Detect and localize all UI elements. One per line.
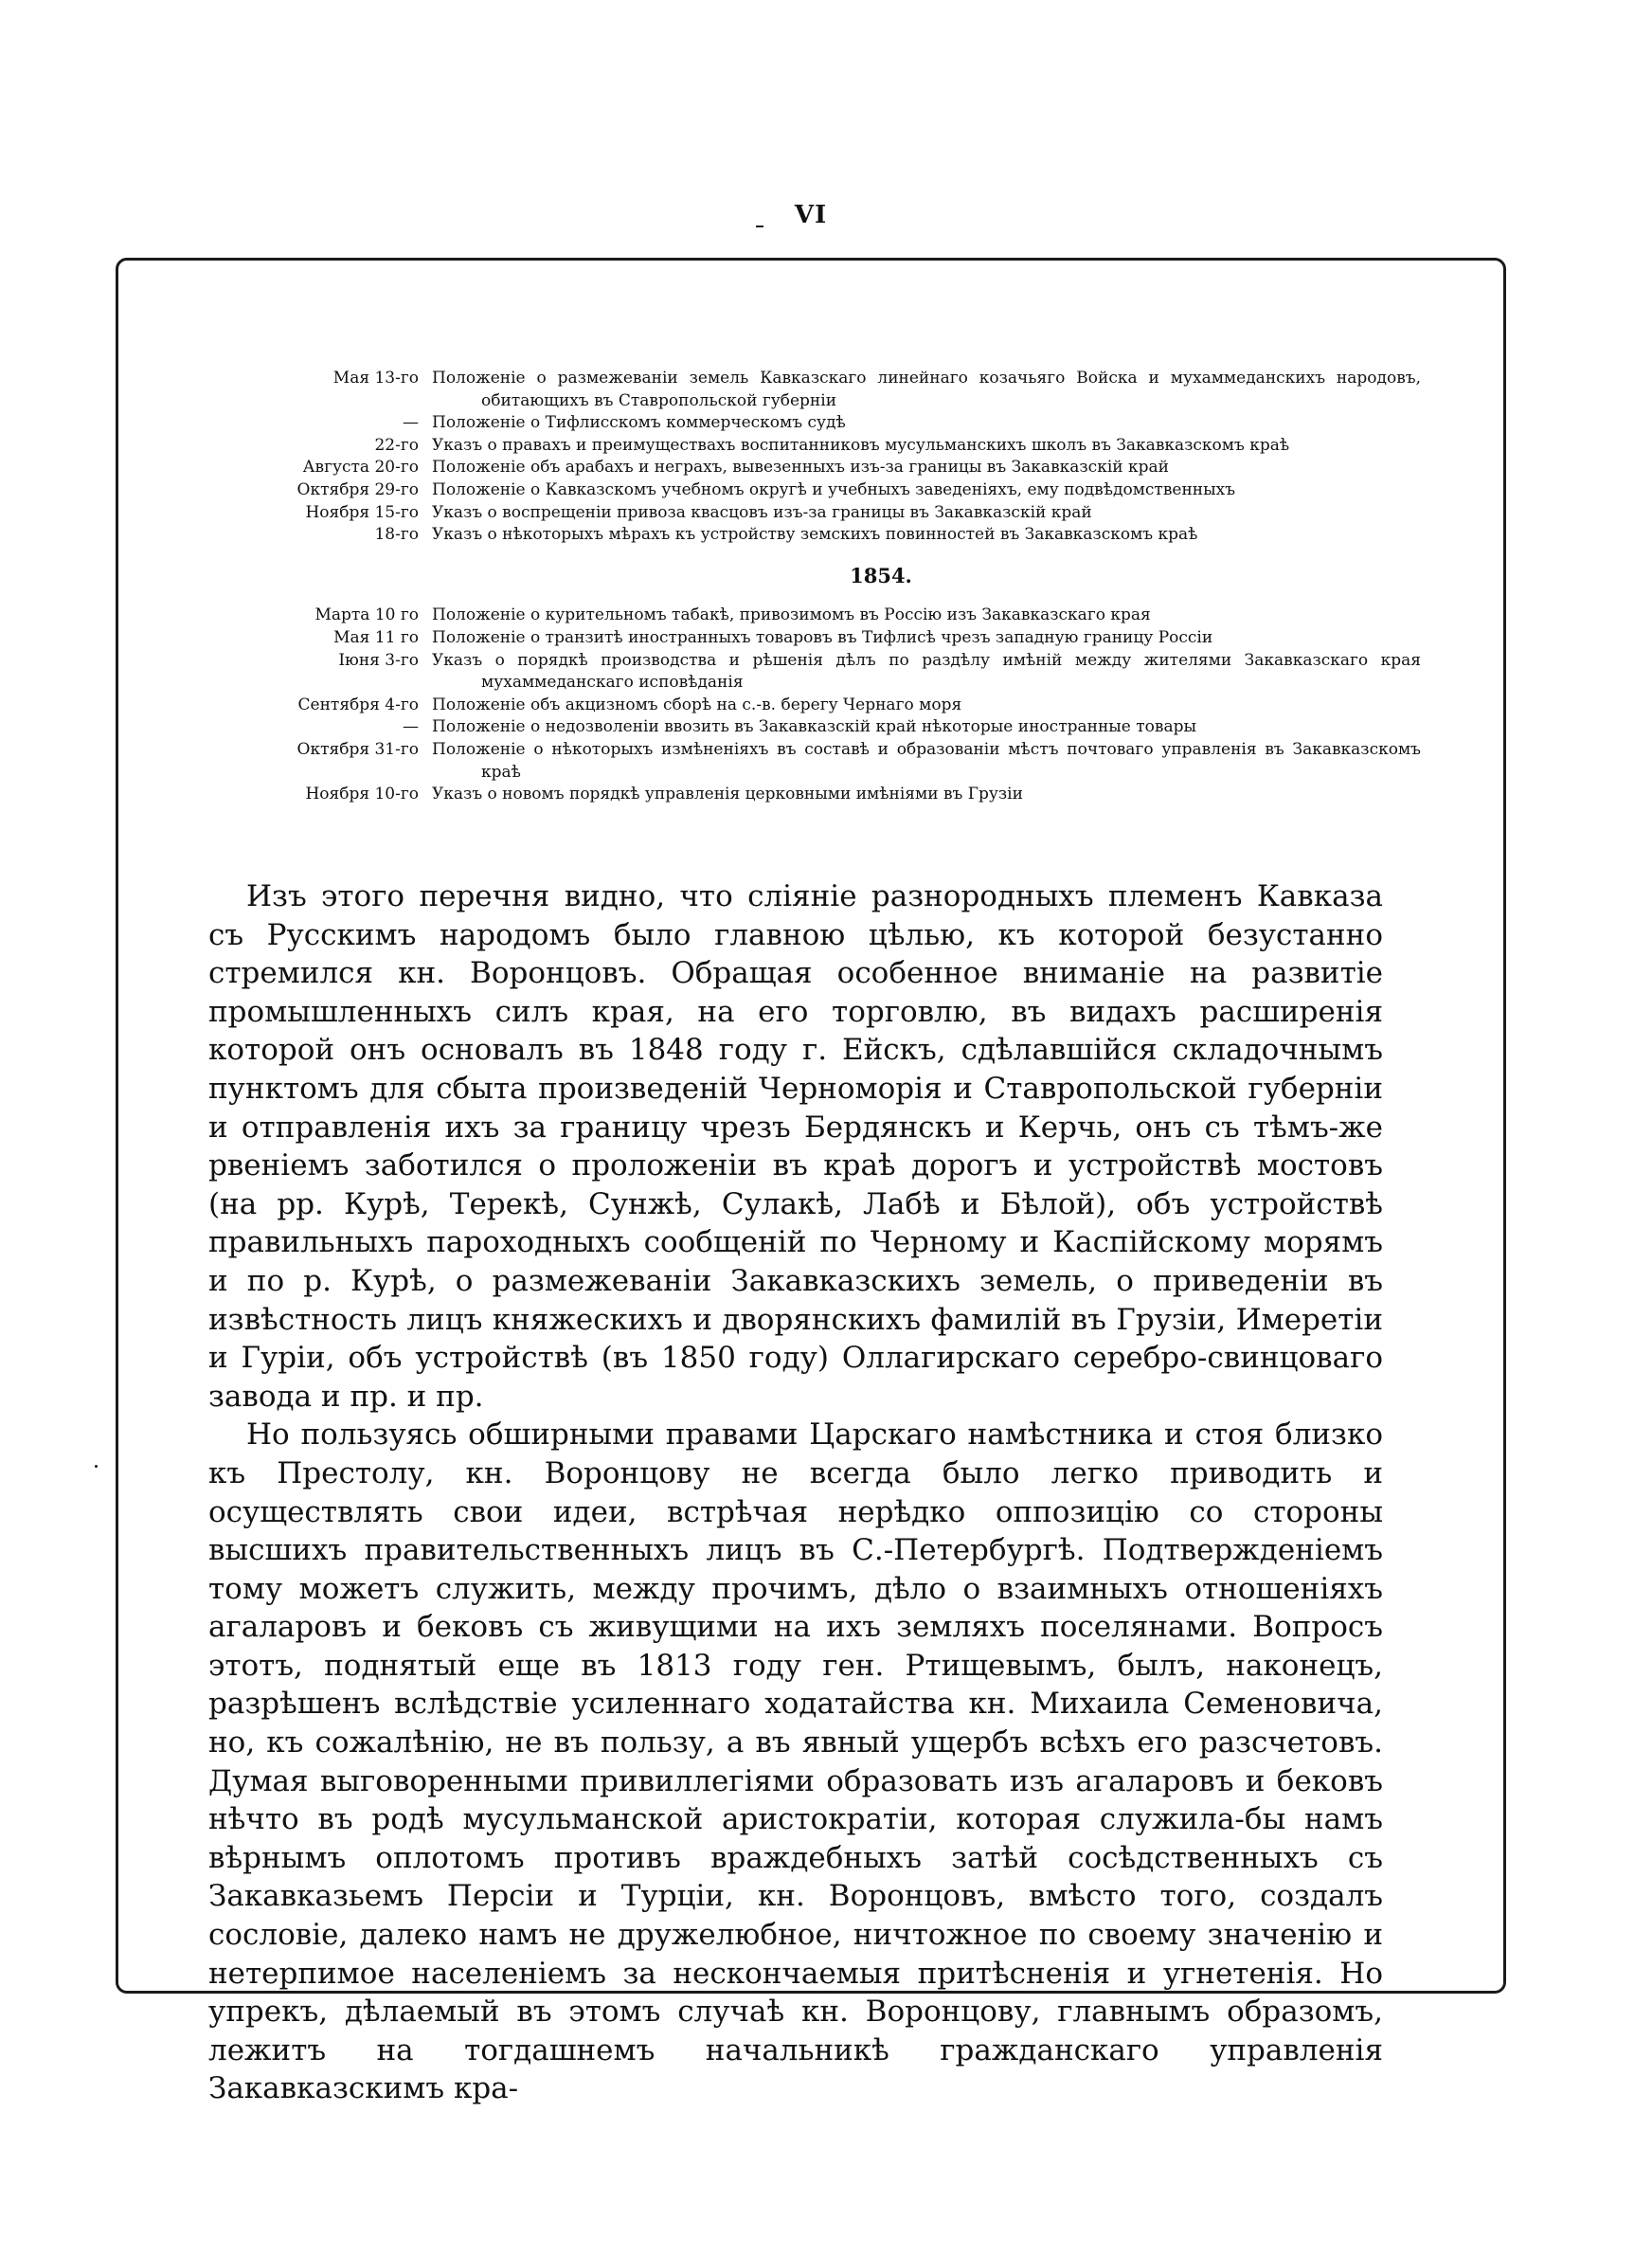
chronology-entry (284, 605, 1421, 627)
ink-speck (95, 1465, 98, 1468)
entries-1853 (284, 368, 1421, 547)
paragraph: Изъ этого перечня видно, что сліяніе разнородныхъ племенъ Кавказа съ Русскимъ народомъ было главною цѣлью, къ которой безустанно стремился кн. Воронцовъ. Обращая особенное вниманіе на развитіе промышленныхъ силъ края, на его торговлю, въ видахъ расширенія которой онъ основалъ въ 1848 году г. Ейскъ, сдѣлавшійся складочнымъ пунктомъ для сбыта произведеній Черноморія и Ставропольской губерніи и отправленія ихъ за границу чрезъ Бердянскъ и Керчь, онъ съ тѣмъ-же рвеніемъ заботился о проложеніи въ краѣ дорогъ и устройствѣ мостовъ (на рр. Курѣ, Терекѣ, Сунжѣ, Сулакѣ, Лабѣ и Бѣлой), объ устройствѣ правильныхъ пароходныхъ сообщеній по Черному и Каспійскому морямъ и по р. Курѣ, о размежеваніи Закавказскихъ земель, о приведеніи въ извѣстность лицъ княжескихъ и дворянскихъ фамилій въ Грузіи, Имеретіи и Гуріи, объ устройствѣ (въ 1850 году) Оллагирскаго серебро-свинцоваго завода и пр. и пр. (208, 879, 1383, 1414)
entry-text: Положеніе о курительномъ табакѣ, привозимомъ въ Россію изъ Закавказскаго края (432, 605, 1151, 625)
chronology-entry (284, 650, 1421, 695)
entry-date: 18-го (374, 525, 419, 545)
entry-text: Указъ о правахъ и преимуществахъ воспитанниковъ мусульманскихъ школъ въ Закавказскомъ краѣ (432, 435, 1290, 455)
chronology-entry (284, 457, 1421, 479)
chronology-entry (284, 627, 1421, 650)
entry-text: Указъ о воспрещеніи привоза квасцовъ изъ-за границы въ Закавказскій край (432, 502, 1092, 522)
entry-text: Указъ о нѣкоторыхъ мѣрахъ къ устройству земскихъ повинностей въ Закавказскомъ краѣ (432, 525, 1198, 545)
entry-date: Марта 10 го (314, 605, 419, 625)
page-number: VI (794, 201, 828, 229)
entry-date: Августа 20-го (302, 458, 419, 478)
entry-text: Положеніе объ арабахъ и неграхъ, вывезенныхъ изъ-за границы въ Закавказскій край (432, 458, 1169, 478)
entry-date: Октября 29-го (296, 479, 419, 499)
entry-date: Ноября 15-го (305, 502, 419, 522)
entries-1854 (284, 605, 1421, 805)
main-text (208, 877, 1383, 2108)
entry-date: 22-го (374, 435, 419, 455)
chronology-entry (284, 695, 1421, 717)
entry-date: Сентября 4-го (297, 695, 419, 714)
entry-date: — (403, 717, 419, 737)
chronology-entry (284, 784, 1421, 806)
entry-text: Положеніе о транзитѣ иностранныхъ товаровъ въ Тифлисѣ чрезъ западную границу Россіи (432, 627, 1213, 647)
entry-text: Положеніе объ акцизномъ сборѣ на с.-в. берегу Чернаго моря (432, 695, 962, 714)
chronology-entry (284, 435, 1421, 458)
entry-date: Іюня 3-го (338, 650, 419, 670)
entry-text: Положеніе о нѣкоторыхъ измѣненіяхъ въ составѣ и образованіи мѣстъ почтоваго управленія въ Закавказскомъ краѣ (432, 739, 1421, 782)
paragraph: Но пользуясь обширными правами Царскаго намѣстника и стоя близко къ Престолу, кн. Воронцову не всегда было легко приводить и осуществлять свои идеи, встрѣчая нерѣдко оппозицію со стороны высшихъ правительственныхъ лицъ въ С.-Петербургѣ. Подтвержденіемъ тому можетъ служить, между прочимъ, дѣло о взаимныхъ отношеніяхъ агаларовъ и бековъ съ живущими на ихъ земляхъ поселянами. Вопросъ этотъ, поднятый еще въ 1813 году ген. Ртищевымъ, былъ, наконецъ, разрѣшенъ вслѣдствіе усиленнаго ходатайства кн. Михаила Семеновича, но, къ сожалѣнію, не въ пользу, а въ явный ущербъ всѣхъ его разсчетовъ. Думая выговоренными привиллегіями образовать изъ агаларовъ и бековъ нѣчто въ родѣ мусульманской аристократіи, которая служила-бы намъ вѣрнымъ оплотомъ противъ враждебныхъ затѣй сосѣдственныхъ съ Закавказьемъ Персіи и Турціи, кн. Воронцовъ, вмѣсто того, создалъ сословіе, далеко намъ не дружелюбное, ничтожное по своему значенію и нетерпимое населеніемъ за нескончаемыя притѣсненія и угнетенія. Но упрекъ, дѣлаемый въ этомъ случаѣ кн. Воронцову, главнымъ образомъ, лежитъ на тогдашнемъ начальникѣ гражданскаго управленія Закавказскимъ кра- (208, 1417, 1383, 2106)
chronology-entry (284, 502, 1421, 525)
entry-text: Указъ о новомъ порядкѣ управленія церковными имѣніями въ Грузіи (432, 785, 1023, 804)
entry-text: Положеніе о Тифлисскомъ коммерческомъ судѣ (432, 413, 846, 433)
entry-date: Мая 11 го (333, 627, 419, 647)
year-heading: 1854. (850, 563, 912, 587)
chronology-entry (284, 368, 1421, 412)
entry-text: Положеніе о недозволеніи ввозить въ Закавказскій край нѣкоторые иностранные товары (432, 717, 1197, 737)
entry-date: Ноября 10-го (305, 785, 419, 804)
entry-text: Указъ о порядкѣ производства и рѣшенія дѣлъ по раздѣлу имѣній между жителями Закавказскаго края мухаммеданскаго исповѣданія (432, 650, 1421, 693)
entry-date: — (403, 413, 419, 433)
chronology-entry (284, 739, 1421, 784)
chronology-entry (284, 716, 1421, 739)
chronology-entry (284, 479, 1421, 502)
chronology-entry (284, 412, 1421, 435)
entry-text: Положеніе о Кавказскомъ учебномъ округѣ и учебныхъ заведеніяхъ, ему подвѣдомственныхъ (432, 479, 1236, 499)
chronology-list (284, 368, 1421, 806)
chronology-entry (284, 524, 1421, 547)
entry-date: Мая 13-го (332, 369, 419, 388)
entry-text: Положеніе о размежеваніи земель Кавказскаго линейнаго козачьяго Войска и мухаммеданскихъ народовъ, обитающихъ въ Ставропольской губерніи (432, 369, 1421, 410)
ink-speck (756, 226, 763, 227)
entry-date: Октября 31-го (296, 739, 419, 759)
